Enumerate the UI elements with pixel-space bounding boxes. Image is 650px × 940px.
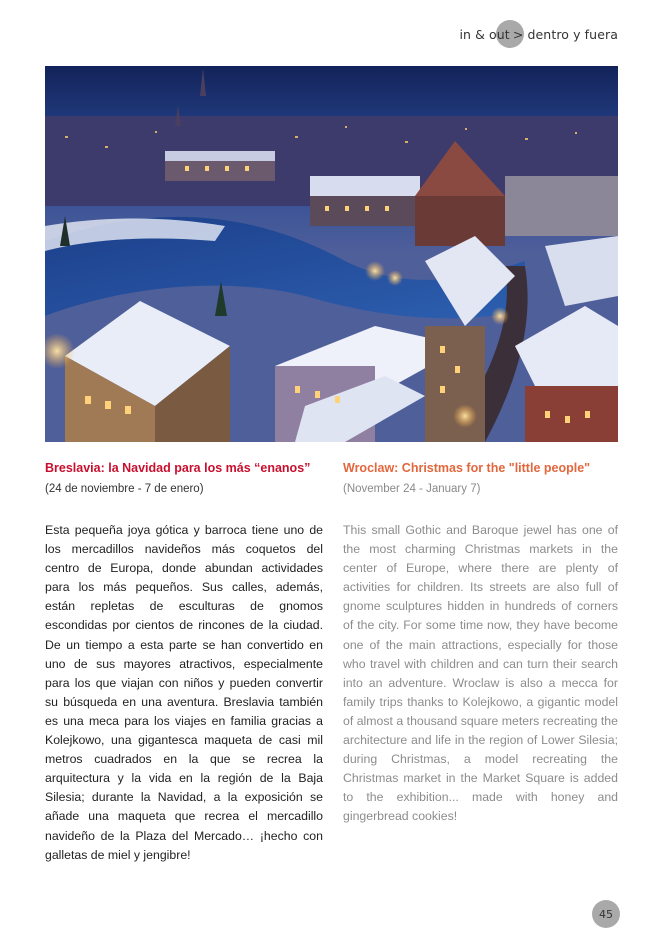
english-dates: (November 24 - January 7) (343, 483, 481, 495)
english-title: Wroclaw: Christmas for the "little people" (343, 461, 591, 475)
spanish-title: Breslavia: la Navidad para los más “enanos” (45, 461, 311, 475)
section-label-part2: > dentro y fuera (512, 26, 618, 42)
spanish-body: Esta pequeña joya gótica y barroca tiene uno de los mercadillos navideños más coquetos del centro de Europa, donde abundan actividades para los más pequeños. Sus calles, además, están repletas de esculturas de gnomos escondidas por cientos de rincones de la ciudad. De un tiempo a esta parte se han convertido en uno de sus mayores atractivos, especialmente para los que viajan con niños y pueden convertir su búsqueda en una aventura. Breslavia también es una meca para los viajes en familia gracias a Kolejkowo, una gigantesca maqueta de casi mil metros cuadrados en la que se recrea la arquitectura y la vida en la región de la Baja Silesia; durante la Navidad, a la exposición se añade una maqueta que recrea el mercadillo navideño de la Plaza del Mercado… ¡hecho con galletas de miel y jengibre! (45, 523, 323, 862)
city-photo-illustration (45, 66, 618, 442)
section-label-part1: in & out (459, 26, 510, 42)
section-header (459, 20, 618, 48)
city-photo (45, 66, 618, 442)
english-body: This small Gothic and Baroque jewel has one of the most charming Christmas markets in the center of Europe, where there are plenty of activities for children. Its streets are also full of gnome sculptures hidden in hundreds of corners of the city. For some time now, they have become one of the main attractions, especially for those who travel with children and can turn their search into an adventure. Wroclaw is also a mecca for family trips thanks to Kolejkowo, a gigantic model of almost a thousand square meters recreating the architecture and life in the region of Lower Silesia; during Christmas, a model recreating the Christmas market in the Market Square is added to the exhibition... made with honey and gingerbread cookies! (343, 523, 618, 824)
spanish-column (45, 460, 323, 865)
page-number: 45 (592, 900, 620, 928)
spanish-dates: (24 de noviembre - 7 de enero) (45, 483, 204, 495)
english-column (343, 460, 618, 827)
